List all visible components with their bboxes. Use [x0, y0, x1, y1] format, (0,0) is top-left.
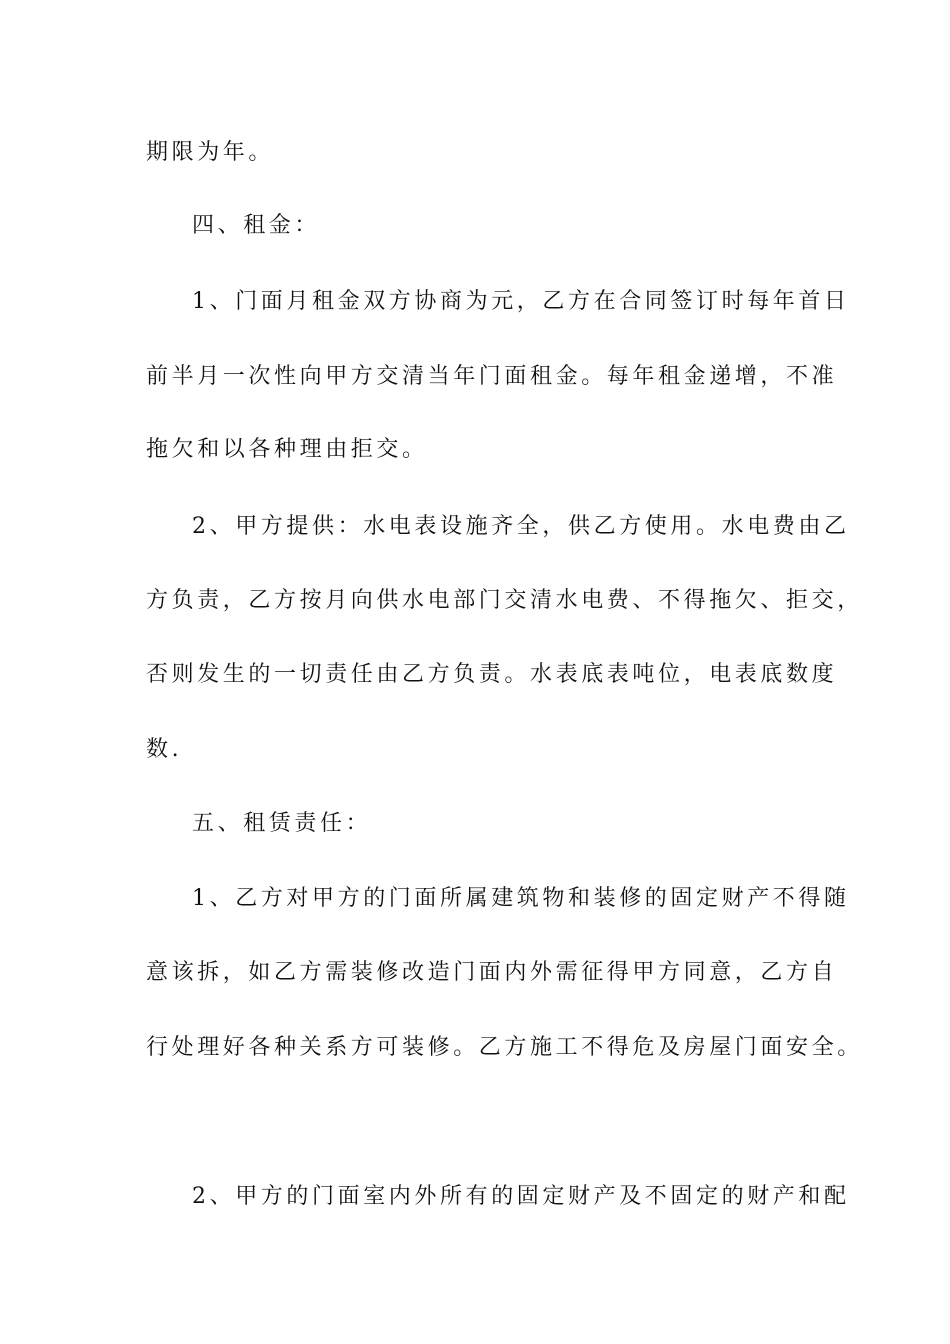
- text-line-term: 期限为年。: [146, 140, 275, 165]
- text-line-rent-2: 前半月一次性向甲方交清当年门面租金。每年租金递增，不准: [146, 364, 838, 389]
- section-heading-rent: 四、租金：: [192, 213, 321, 238]
- text-line-utilities-2: 方负责，乙方按月向供水电部门交清水电费、不得拖欠、拒交，: [146, 588, 863, 613]
- text-line-responsibility-2: 意该拆，如乙方需装修改造门面内外需征得甲方同意，乙方自: [146, 960, 838, 985]
- text-line-responsibility-3: 行处理好各种关系方可装修。乙方施工不得危及房屋门面安全。: [146, 1035, 863, 1060]
- text-line-responsibility-1: 1、乙方对甲方的门面所属建筑物和装修的固定财产不得随: [192, 886, 850, 911]
- text-line-utilities-4: 数.: [146, 737, 183, 762]
- text-line-property-1: 2、甲方的门面室内外所有的固定财产及不固定的财产和配: [192, 1184, 850, 1209]
- text-line-rent-1: 1、门面月租金双方协商为元，乙方在合同签订时每年首日: [192, 289, 850, 314]
- text-line-utilities-3: 否则发生的一切责任由乙方负责。水表底表吨位，电表底数度: [146, 662, 838, 687]
- text-line-rent-3: 拖欠和以各种理由拒交。: [146, 437, 428, 462]
- section-heading-lease-responsibility: 五、租赁责任：: [192, 811, 372, 836]
- text-line-utilities-1: 2、甲方提供：水电表设施齐全，供乙方使用。水电费由乙: [192, 514, 850, 539]
